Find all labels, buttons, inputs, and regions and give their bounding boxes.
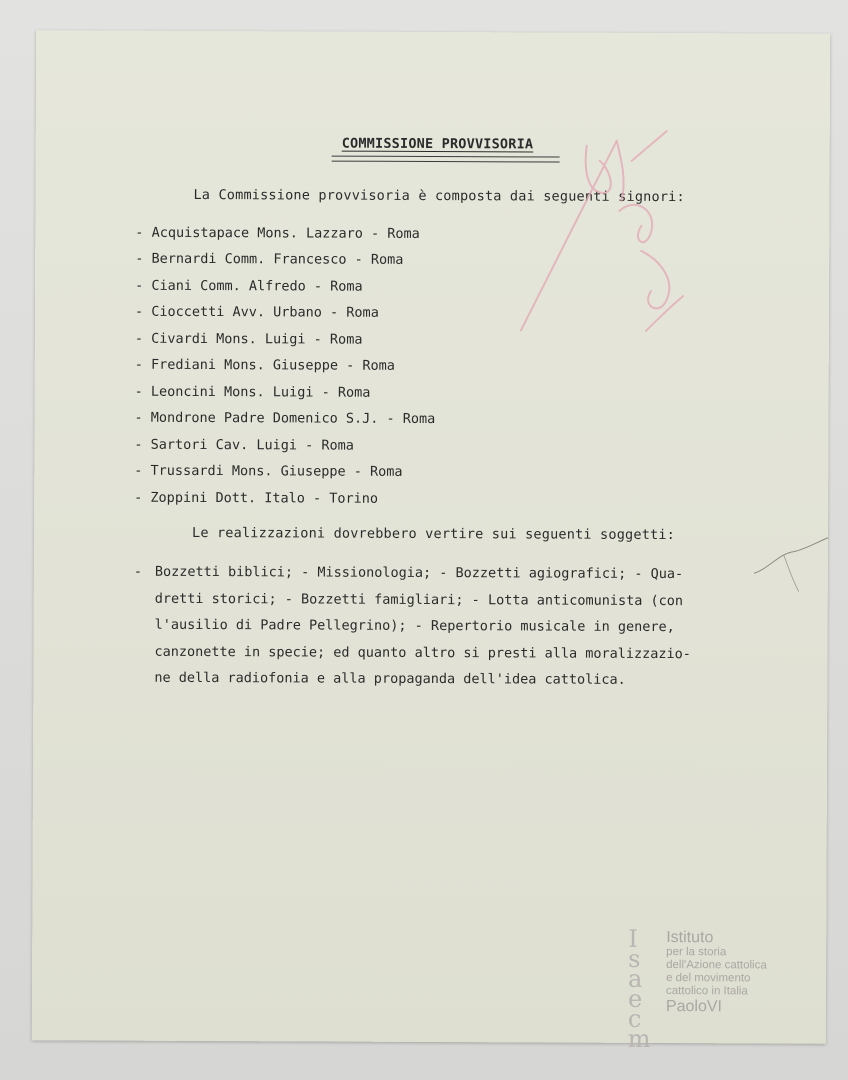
- paragraph-bullet: -: [133, 563, 143, 580]
- intro-line: La Commissione provvisoria è composta dai seguenti signori:: [193, 186, 685, 206]
- member-line: - Acquistapace Mons. Lazzaro - Roma: [135, 224, 420, 242]
- member-line: - Cioccetti Avv. Urbano - Roma: [134, 303, 379, 321]
- document-title: COMMISSIONE PROVVISORIA: [341, 135, 534, 153]
- member-line: - Zoppini Dott. Italo - Torino: [134, 489, 379, 507]
- member-line: - Bernardi Comm. Francesco - Roma: [135, 250, 404, 268]
- istituto-paolo-vi-watermark: [627, 924, 778, 1053]
- member-line: - Mondrone Padre Domenico S.J. - Roma: [134, 409, 436, 428]
- watermark-monogram: I s a e c m: [627, 924, 651, 1053]
- subjects-paragraph: [133, 559, 774, 694]
- paragraph-line: Bozzetti biblici; - Missionologia; - Bozzetti agiografici; - Qua-: [154, 563, 684, 583]
- typed-document-page: [32, 30, 830, 1053]
- member-line: - Frediani Mons. Giuseppe - Roma: [134, 356, 395, 374]
- paragraph-line: ne della radiofonia e alla propaganda dell'idea cattolica.: [154, 669, 626, 688]
- paper-crack: [754, 513, 828, 593]
- subjects-heading: Le realizzazioni dovrebbero vertire sui seguenti soggetti:: [191, 524, 676, 544]
- member-line: - Leoncini Mons. Luigi - Roma: [134, 383, 371, 401]
- pink-handwritten-mark: [491, 100, 702, 341]
- member-line: - Trussardi Mons. Giuseppe - Roma: [134, 462, 403, 480]
- paragraph-line: dretti storici; - Bozzetti famigliari; - Lotta anticomunista (con: [154, 590, 684, 609]
- watermark-text: Istituto per la storia dell'Azione cattolica e del movimento cattolico in Italia PaoloVI: [665, 929, 767, 1016]
- member-line: - Ciani Comm. Alfredo - Roma: [135, 277, 363, 295]
- paragraph-line: canzonette in specie; ed quanto altro si presti alla moralizzazio-: [154, 643, 691, 662]
- member-line: - Sartori Cav. Luigi - Roma: [134, 436, 354, 454]
- paragraph-line: l'ausilio di Padre Pellegrino); - Repertorio musicale in genere,: [154, 616, 675, 636]
- member-line: - Civardi Mons. Luigi - Roma: [134, 330, 363, 348]
